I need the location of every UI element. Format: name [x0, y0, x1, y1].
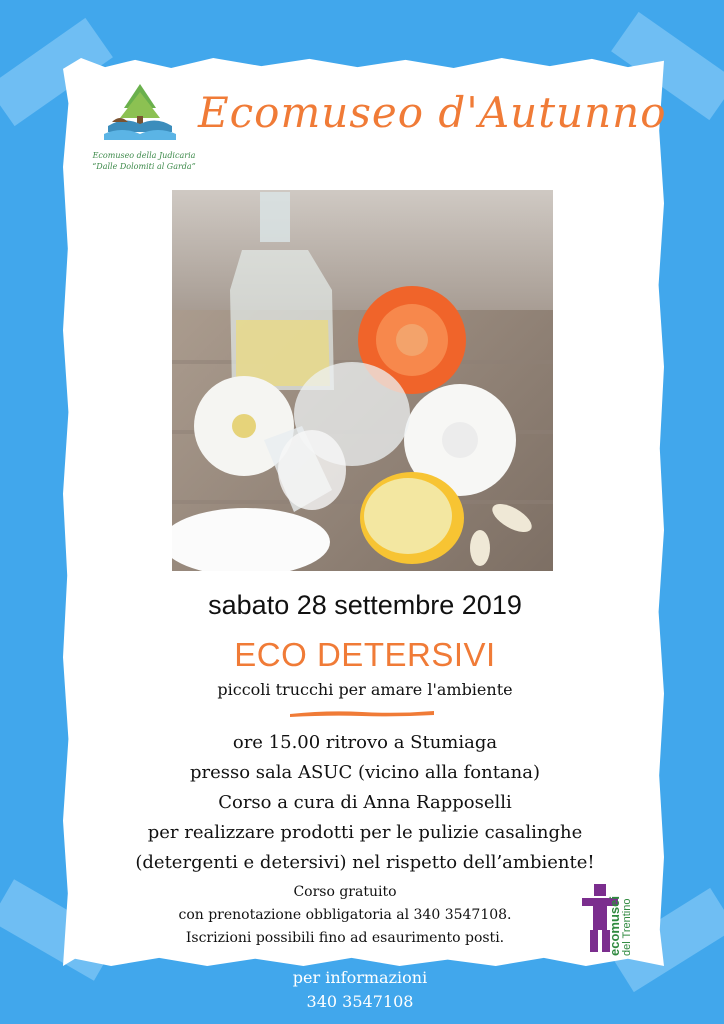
poster-headline: Ecomuseo d'Autunno: [198, 88, 667, 137]
event-subtitle: piccoli trucchi per amare l'ambiente: [217, 680, 513, 699]
detail-line: (detergenti e detersivi) nel rispetto dell’ambiente!: [135, 852, 595, 873]
note-line: Iscrizioni possibili fino ad esaurimento posti.: [185, 930, 505, 946]
logo-caption: [86, 150, 202, 172]
info-phone: 340 3547108: [306, 992, 414, 1011]
event-date: sabato 28 settembre 2019: [208, 590, 522, 620]
detail-line: presso sala ASUC (vicino alla fontana): [189, 762, 541, 783]
detail-line: Corso a cura di Anna Rapposelli: [218, 792, 512, 813]
logo-caption-line: Ecomuseo della Judicaria: [92, 151, 196, 160]
note-line: con prenotazione obbligatoria al 340 3547108.: [178, 907, 512, 923]
brush-underline: [288, 708, 436, 718]
product-photo: [172, 190, 553, 571]
ecomusei-wordmark: [608, 880, 648, 956]
event-title: ECO DETERSIVI: [234, 636, 496, 673]
ecomusei-word: ecomusei: [607, 896, 622, 956]
ecomusei-sub: del Trentino: [621, 898, 633, 956]
info-label: per informazioni: [292, 968, 428, 987]
logo-caption-line: “Dalle Dolomiti al Garda”: [92, 162, 196, 171]
note-line: Corso gratuito: [293, 884, 397, 900]
detail-line: per realizzare prodotti per le pulizie casalinghe: [147, 822, 583, 843]
detail-line: ore 15.00 ritrovo a Stumiaga: [232, 732, 498, 753]
ecomuseo-judicaria-logo: [100, 82, 180, 150]
